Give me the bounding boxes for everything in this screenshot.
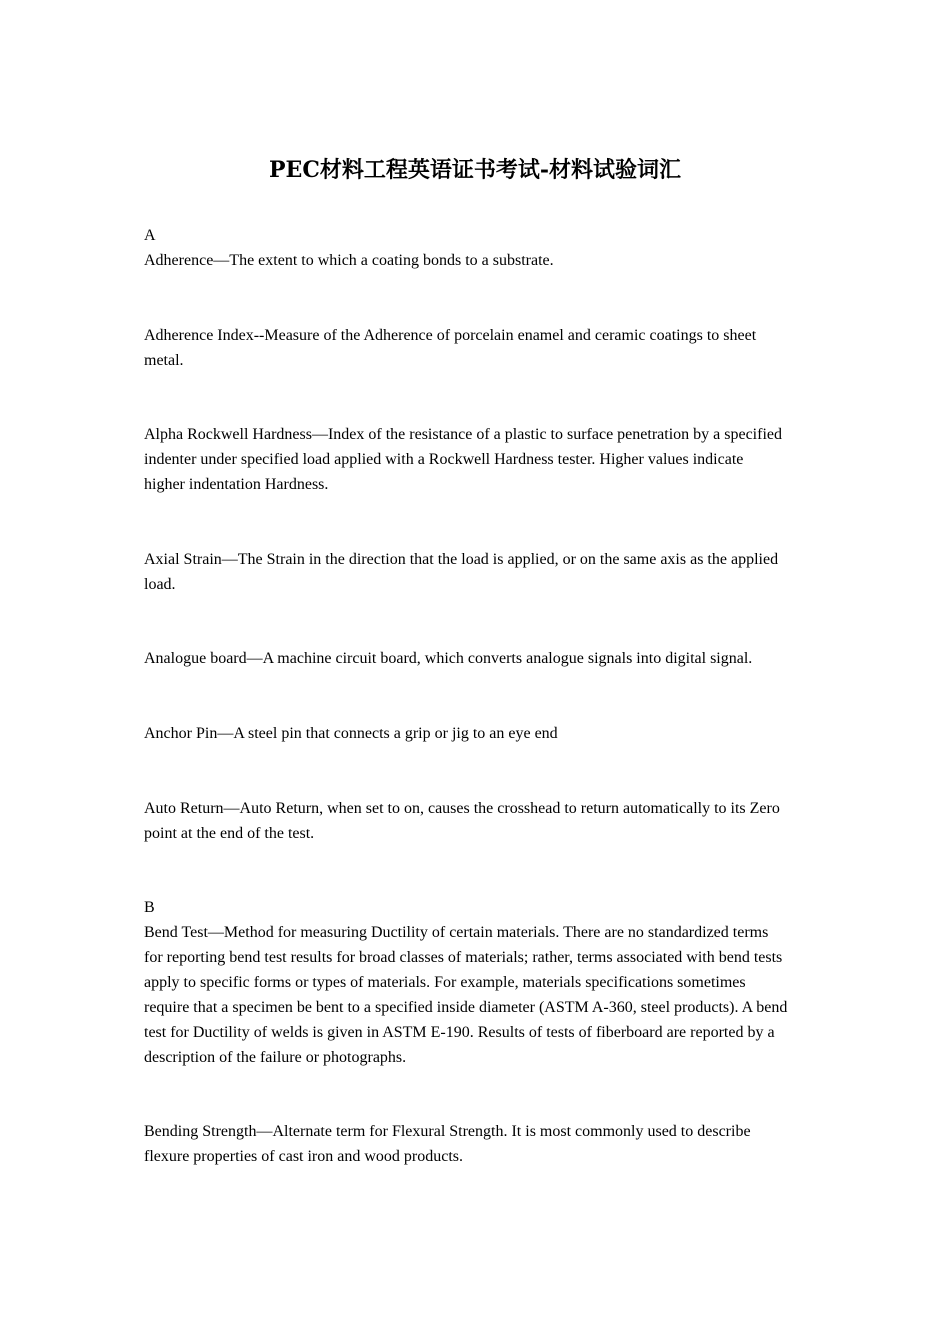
glossary-entry-anchor-pin: Anchor Pin—A steel pin that connects a grip or jig to an eye end — [144, 725, 558, 742]
glossary-entry-adherence-index: Adherence Index--Measure of the Adherence of porcelain enamel and ceramic coatings to sheet metal. — [144, 327, 757, 369]
glossary-entry-analogue-board: Analogue board—A machine circuit board, which converts analogue signals into digital signal. — [144, 650, 753, 667]
section-letter-a: A — [144, 227, 156, 244]
glossary-entry-axial-strain: Axial Strain—The Strain in the direction that the load is applied, or on the same axis as the applied load. — [144, 551, 779, 593]
glossary-entry-adherence: Adherence—The extent to which a coating bonds to a substrate. — [144, 252, 554, 269]
glossary-entry-bending-strength: Bending Strength—Alternate term for Flexural Strength. It is most commonly used to describe flexure properties of cast iron and wood products. — [144, 1123, 751, 1165]
section-letter-b: B — [144, 899, 155, 916]
glossary-entry-alpha-rockwell-hardness: Alpha Rockwell Hardness—Index of the resistance of a plastic to surface penetration by a specified indenter under specified load applied with a Rockwell Hardness tester. Higher values indicate higher indentation Hardness. — [144, 426, 782, 493]
glossary-entry-bend-test: Bend Test—Method for measuring Ductility of certain materials. There are no standardized terms for reporting bend test results for broad classes of materials; rather, terms associated with bend tests apply to specific forms or types of materials. For example, materials specifications sometimes require that a specimen be bent to a specified inside diameter (ASTM A-360, steel products). A bend test for Ductility of welds is given in ASTM E-190. Results of tests of fiberboard are reported by a description of the failure or photographs. — [144, 924, 788, 1066]
document-title: PEC材料工程英语证书考试-材料试验词汇 — [269, 157, 681, 183]
glossary-entry-auto-return: Auto Return—Auto Return, when set to on, causes the crosshead to return automatically to its Zero point at the end of the test. — [144, 800, 780, 842]
